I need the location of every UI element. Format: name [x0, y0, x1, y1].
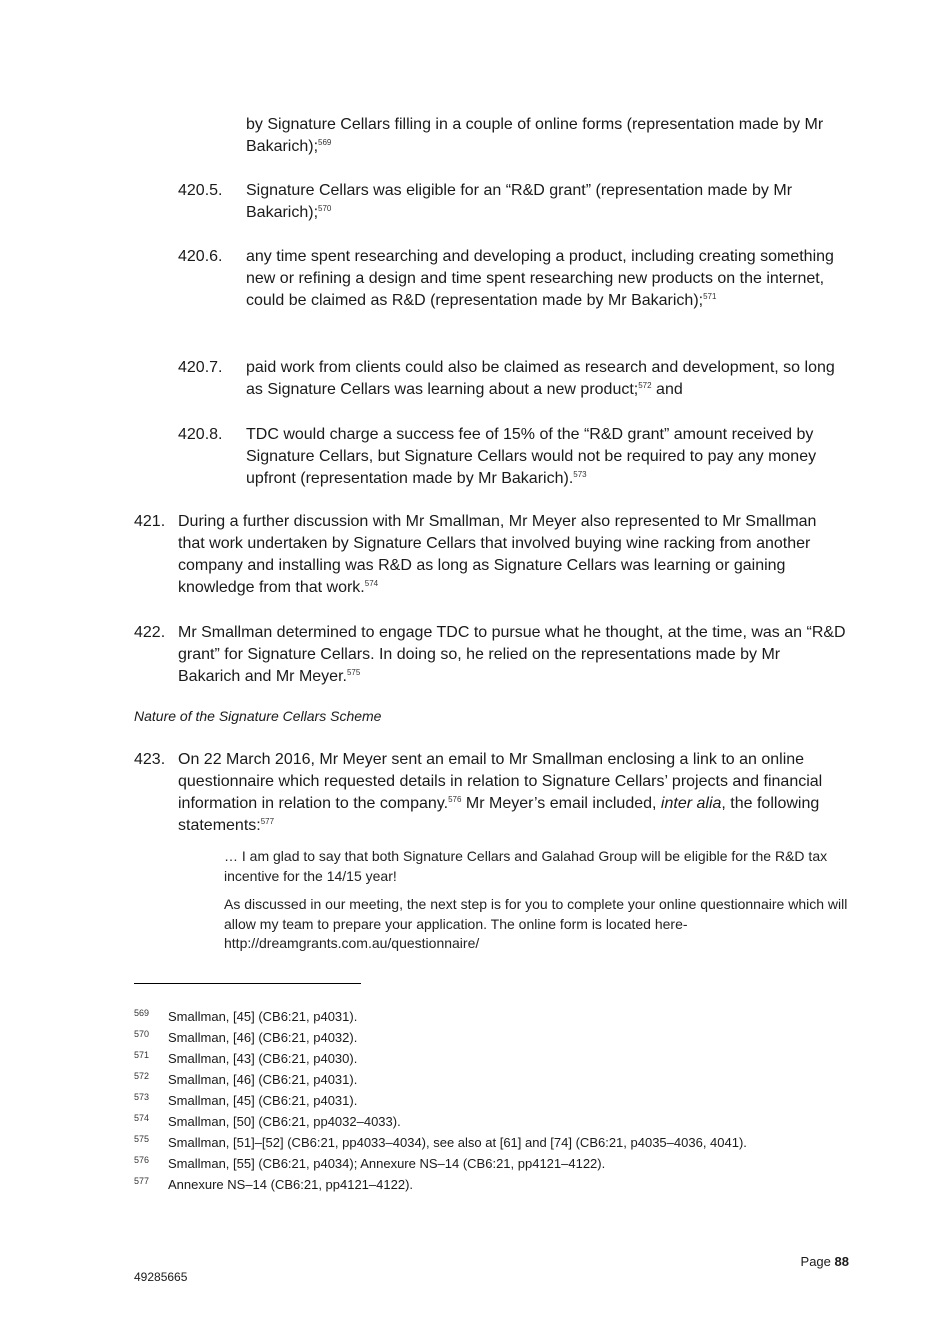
document-id: 49285665	[134, 1270, 188, 1284]
footnote-text: Annexure NS–14 (CB6:21, pp4121–4122).	[168, 1177, 414, 1192]
footnote	[134, 1069, 854, 1090]
paragraph-420-6	[246, 246, 856, 312]
footnote-ref[interactable]: 574	[364, 579, 379, 588]
footnote-number: 576	[134, 1155, 150, 1165]
footnote-number: 570	[134, 1029, 150, 1039]
footnote-text: Smallman, [43] (CB6:21, p4030).	[168, 1051, 358, 1066]
footnote-ref[interactable]: 577	[260, 817, 275, 826]
paragraph-text-tail: and	[651, 381, 683, 398]
paragraph-text: During a further discussion with Mr Smallman, Mr Meyer also represented to Mr Smallman that work undertaken by Signature Cellars that involved buying wine racking from another company and installing was R&D as long as Signature Cellars was learning or gaining knowledge from that work.	[178, 513, 817, 596]
footnote	[134, 1090, 854, 1111]
footnote	[134, 1048, 854, 1069]
paragraph-420-7	[246, 357, 856, 401]
paragraph-420-5	[246, 180, 856, 224]
footnote-text: Smallman, [51]–[52] (CB6:21, pp4033–4034), see also at [61] and [74] (CB6:21, p4035–4036, 4041).	[168, 1135, 747, 1150]
footnotes	[134, 1006, 854, 1195]
paragraph-number: 420.6.	[178, 248, 223, 265]
paragraph-number: 420.5.	[178, 182, 223, 199]
footnote-number: 572	[134, 1071, 150, 1081]
footnote-ref[interactable]: 575	[346, 668, 361, 677]
footnote-ref[interactable]: 569	[318, 138, 332, 147]
paragraph-423	[178, 749, 850, 837]
paragraph-text: , the following statements:	[178, 795, 820, 834]
footnote-ref[interactable]: 573	[573, 470, 587, 479]
paragraph-text: Signature Cellars was eligible for an “R&D grant” (representation made by Mr Bakarich);	[246, 182, 793, 221]
footnote-text: Smallman, [45] (CB6:21, p4031).	[168, 1093, 358, 1108]
footnote-number: 571	[134, 1050, 150, 1060]
section-heading: Nature of the Signature Cellars Scheme	[134, 708, 382, 724]
block-quote: … I am glad to say that both Signature Cellars and Galahad Group will be eligible for the R&D tax incentive for the 14/15 year!	[224, 848, 828, 884]
footnote-text: Smallman, [55] (CB6:21, p4034); Annexure NS–14 (CB6:21, pp4121–4122).	[168, 1156, 606, 1171]
paragraph-text: Mr Meyer’s email included,	[461, 795, 661, 812]
footnote	[134, 1174, 854, 1195]
page-number: 88	[834, 1254, 849, 1269]
paragraph-421	[178, 511, 846, 599]
footnote-text: Smallman, [50] (CB6:21, pp4032–4033).	[168, 1114, 401, 1129]
block-quote: As discussed in our meeting, the next step is for you to complete your online questionnaire which will allow my team to prepare your application. The online form is located here- http://dreamgrants.com.au/questionnaire/	[224, 896, 848, 951]
footnote	[134, 1111, 854, 1132]
paragraph-number: 420.7.	[178, 359, 223, 376]
footnote-number: 577	[134, 1176, 150, 1186]
page-number-label	[801, 1254, 849, 1269]
paragraph-420-8	[246, 424, 856, 490]
footnote-ref[interactable]: 576	[448, 795, 462, 804]
paragraph-number: 423.	[134, 751, 166, 768]
paragraph-text: by Signature Cellars filling in a couple of online forms (representation made by Mr Bakarich);	[246, 116, 824, 155]
paragraph-text: Mr Smallman determined to engage TDC to pursue what he thought, at the time, was an “R&D grant” for Signature Cellars. In doing so, he relied on the representations made by Mr Bakarich and Mr Meyer.	[178, 624, 846, 685]
footnote-ref[interactable]: 570	[318, 204, 332, 213]
footnote-ref[interactable]: 572	[638, 381, 652, 390]
paragraph-text: TDC would charge a success fee of 15% of the “R&D grant” amount received by Signature Cellars, but Signature Cellars would not be required to pay any money upfront (representation made by Mr Bakarich).	[246, 426, 817, 487]
paragraph-text: paid work from clients could also be claimed as research and development, so long as Signature Cellars was learning about a new product;	[246, 359, 835, 398]
paragraph-number: 420.8.	[178, 426, 223, 443]
paragraph-text: any time spent researching and developing a product, including creating something new or refining a design and time spent researching new products on the internet, could be claimed as R&D (representation made by Mr Bakarich);	[246, 248, 834, 309]
footnote	[134, 1153, 854, 1174]
paragraph-420-4-continued	[246, 114, 856, 158]
footnote-separator	[134, 983, 361, 984]
paragraph-number: 422.	[134, 624, 166, 641]
footnote-number: 574	[134, 1113, 150, 1123]
footnote	[134, 1132, 854, 1153]
paragraph-422	[178, 622, 846, 688]
footnote-number: 575	[134, 1134, 150, 1144]
footnote-number: 573	[134, 1092, 150, 1102]
paragraph-text: On 22 March 2016, Mr Meyer sent an email to Mr Smallman enclosing a link to an online questionnaire which requested details in relation to Signature Cellars’ projects and financial information in relation to the company.	[178, 751, 823, 812]
footnote-number: 569	[134, 1008, 150, 1018]
footnote	[134, 1006, 854, 1027]
paragraph-number: 421.	[134, 513, 166, 530]
footnote-ref[interactable]: 571	[703, 292, 717, 301]
footnote-text: Smallman, [46] (CB6:21, p4032).	[168, 1030, 358, 1045]
footnote	[134, 1027, 854, 1048]
footnote-text: Smallman, [45] (CB6:21, p4031).	[168, 1009, 358, 1024]
page-label-text: Page	[800, 1254, 831, 1269]
footnote-text: Smallman, [46] (CB6:21, p4031).	[168, 1072, 358, 1087]
italic-phrase: inter alia	[660, 795, 722, 812]
